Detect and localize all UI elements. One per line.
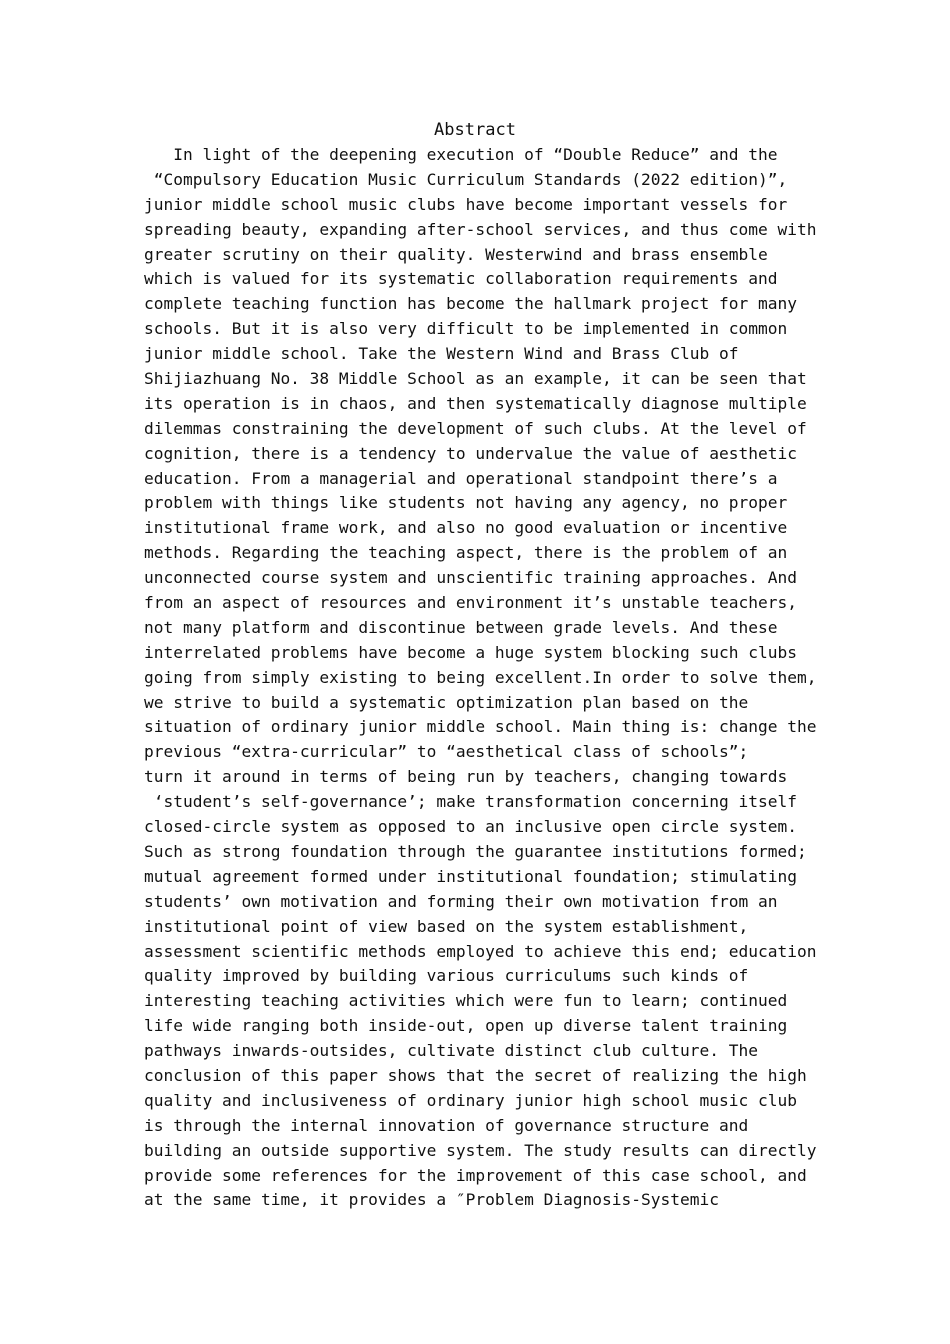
abstract-body bbox=[144, 143, 824, 1213]
abstract-line: situation of ordinary junior middle school. Main thing is: change the bbox=[144, 717, 817, 737]
abstract-line: cognition, there is a tendency to undervalue the value of aesthetic bbox=[144, 443, 797, 463]
abstract-line: quality and inclusiveness of ordinary junior high school music club bbox=[144, 1090, 797, 1110]
abstract-line: institutional point of view based on the system establishment, bbox=[144, 916, 749, 936]
abstract-line: interesting teaching activities which were fun to learn; continued bbox=[144, 991, 788, 1011]
abstract-line: greater scrutiny on their quality. Westerwind and brass ensemble bbox=[144, 244, 768, 264]
abstract-line: its operation is in chaos, and then systematically diagnose multiple bbox=[144, 393, 807, 413]
abstract-line: spreading beauty, expanding after-school services, and thus come with bbox=[144, 219, 817, 239]
abstract-line: dilemmas constraining the development of such clubs. At the level of bbox=[144, 418, 807, 438]
abstract-line: Such as strong foundation through the guarantee institutions formed; bbox=[144, 841, 807, 861]
abstract-line: closed-circle system as opposed to an inclusive open circle system. bbox=[144, 817, 797, 837]
abstract-line: assessment scientific methods employed to achieve this end; education bbox=[144, 941, 817, 961]
abstract-line: from an aspect of resources and environment it’s unstable teachers, bbox=[144, 593, 797, 613]
abstract-line: students’ own motivation and forming their own motivation from an bbox=[144, 891, 778, 911]
abstract-line: at the same time, it provides a ″Problem Diagnosis-Systemic bbox=[144, 1190, 719, 1210]
abstract-line: “Compulsory Education Music Curriculum Standards (2022 edition)”, bbox=[144, 169, 788, 189]
abstract-line: quality improved by building various curriculums such kinds of bbox=[144, 966, 749, 986]
abstract-line: mutual agreement formed under institutional foundation; stimulating bbox=[144, 866, 797, 886]
abstract-line: problem with things like students not having any agency, no proper bbox=[144, 493, 788, 513]
abstract-line: complete teaching function has become the hallmark project for many bbox=[144, 294, 797, 314]
abstract-heading: Abstract bbox=[434, 120, 516, 140]
abstract-line: In light of the deepening execution of “Double Reduce” and the bbox=[144, 145, 778, 164]
abstract-line: life wide ranging both inside-out, open up diverse talent training bbox=[144, 1016, 788, 1036]
abstract-line: interrelated problems have become a huge system blocking such clubs bbox=[144, 642, 797, 662]
abstract-line: pathways inwards-outsides, cultivate distinct club culture. The bbox=[144, 1041, 758, 1061]
abstract-line: institutional frame work, and also no good evaluation or incentive bbox=[144, 518, 788, 538]
abstract-line: previous “extra-curricular” to “aesthetical class of schools”; bbox=[144, 742, 749, 762]
abstract-line: education. From a managerial and operational standpoint there’s a bbox=[144, 468, 778, 488]
abstract-line: which is valued for its systematic collaboration requirements and bbox=[144, 269, 778, 289]
abstract-line: junior middle school. Take the Western Wind and Brass Club of bbox=[144, 344, 739, 364]
abstract-line: schools. But it is also very difficult to be implemented in common bbox=[144, 319, 788, 339]
abstract-line: ‘student’s self-governance’; make transformation concerning itself bbox=[144, 792, 797, 812]
abstract-line: building an outside supportive system. The study results can directly bbox=[144, 1140, 817, 1160]
abstract-line: is through the internal innovation of governance structure and bbox=[144, 1115, 749, 1135]
abstract-line: junior middle school music clubs have become important vessels for bbox=[144, 194, 788, 214]
abstract-line: going from simply existing to being excellent.In order to solve them, bbox=[144, 667, 817, 687]
abstract-line: methods. Regarding the teaching aspect, there is the problem of an bbox=[144, 543, 788, 563]
abstract-line: turn it around in terms of being run by teachers, changing towards bbox=[144, 767, 788, 787]
abstract-line: Shijiazhuang No. 38 Middle School as an example, it can be seen that bbox=[144, 369, 807, 389]
abstract-line: not many platform and discontinue between grade levels. And these bbox=[144, 617, 778, 637]
abstract-line: unconnected course system and unscientific training approaches. And bbox=[144, 568, 797, 588]
abstract-line: provide some references for the improvement of this case school, and bbox=[144, 1165, 807, 1185]
abstract-line: we strive to build a systematic optimization plan based on the bbox=[144, 692, 749, 712]
abstract-line: conclusion of this paper shows that the secret of realizing the high bbox=[144, 1065, 807, 1085]
